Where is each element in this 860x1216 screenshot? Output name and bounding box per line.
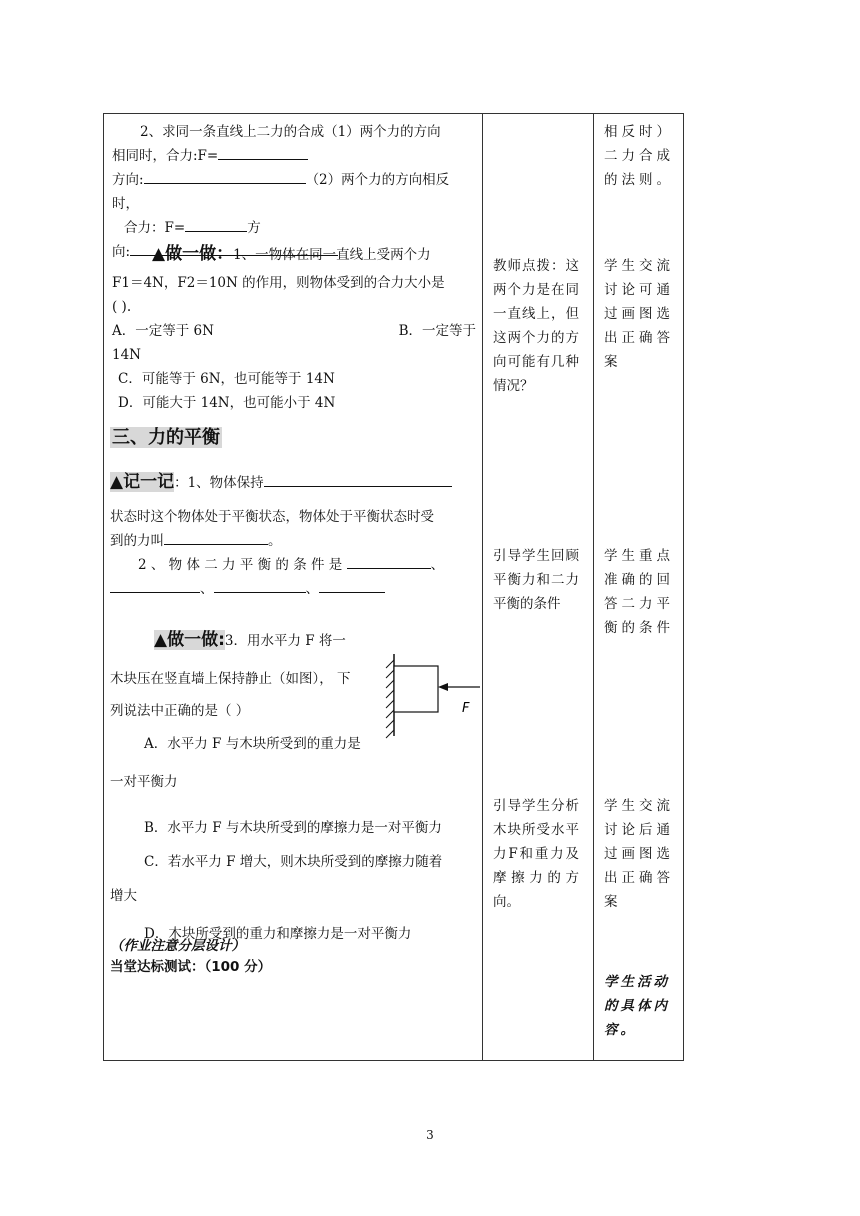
force-label: F xyxy=(462,701,470,716)
do1-line2: F1＝4N，F2＝10N 的作用，则物体受到的合力大小是 xyxy=(112,275,445,291)
sec2-line1: 2、求同一条直线上二力的合成（1）两个力的方向 xyxy=(140,124,441,140)
optA-line1: A．水平力 F 与木块所受到的重力是 xyxy=(144,736,361,752)
blank[interactable] xyxy=(185,216,247,232)
blank[interactable] xyxy=(319,577,385,593)
do3-line2: 木块压在竖直墙上保持静止（如图）， 下 xyxy=(110,671,351,687)
do1-line3: ( ). xyxy=(112,299,132,315)
rem-line3: 到的力叫 。 xyxy=(110,529,476,553)
col2-guide-analyze: 引导学生分析木块所受水平力F和重力及摩擦力的方向。 xyxy=(493,798,579,910)
test-title: 当堂达标测试：（100 分） xyxy=(110,959,272,975)
optD: D．木块所受到的重力和摩擦力是一对平衡力 xyxy=(144,926,412,942)
sec2-line4: 合力：F= 方 xyxy=(112,216,476,240)
column-divider-2 xyxy=(593,114,594,1060)
col3-key-answer: 学生重点准确的回答二力平衡的条件 xyxy=(604,548,674,636)
optA-line2: 一对平衡力 xyxy=(110,774,178,790)
force-figure xyxy=(382,650,482,740)
do1-optAB: A．一定等于 6N B．一定等于 xyxy=(112,323,476,339)
do3-header: ▲做一做:3．用水平力 F 将一 xyxy=(154,630,346,650)
do3-tag: ▲做一做: xyxy=(154,630,225,650)
blank[interactable] xyxy=(214,577,306,593)
sec2-line5: 向: xyxy=(112,240,476,264)
col3-activity: 学生活动的具体内容。 xyxy=(604,974,670,1038)
sec2-line2: 相同时，合力:F= xyxy=(112,144,476,168)
options-block xyxy=(110,732,480,946)
blank[interactable] xyxy=(144,168,306,184)
do1-block xyxy=(112,242,476,415)
do3-block xyxy=(110,628,382,723)
do1-optC: C．可能等于 6N，也可能等于 14N xyxy=(118,371,335,387)
blank[interactable] xyxy=(164,529,268,545)
optC-line1: C．若水平力 F 增大，则木块所受到的摩擦力随着 xyxy=(144,854,443,870)
column-divider-1 xyxy=(482,114,483,1060)
blank[interactable] xyxy=(347,553,431,569)
page-number: 3 xyxy=(426,1128,434,1142)
do1-tag: ▲做一做： xyxy=(152,244,234,264)
force-arrowhead xyxy=(438,683,448,691)
blank[interactable] xyxy=(264,471,452,487)
col3-discuss-2: 学生交流讨论后通过画图选出正确答案 xyxy=(604,798,674,910)
do3-line3: 列说法中正确的是（ ） xyxy=(110,703,250,719)
rem-line4: 2 、 物 体 二 力 平 衡 的 条 件 是 、 xyxy=(110,553,476,577)
do1-header: ▲做一做：1、一物体在同一直线上受两个力 xyxy=(152,244,431,264)
rem-line5: 、 、 xyxy=(110,577,476,601)
do1-optD: D．可能大于 14N，也可能小于 4N xyxy=(118,395,336,411)
wood-block xyxy=(394,666,438,712)
col2-teacher-hint: 教师点拨：这两个力是在同一直线上，但这两个力的方向可能有几种情况？ xyxy=(493,258,579,394)
lesson-table xyxy=(103,113,684,1061)
blank[interactable] xyxy=(218,144,308,160)
rem-line2: 状态时这个物体处于平衡状态，物体处于平衡状态时受 xyxy=(110,509,434,525)
blank[interactable] xyxy=(110,577,200,593)
section3-title: 三、力的平衡 xyxy=(112,427,220,448)
col3-rule: 相反时）二力合成的法则。 xyxy=(604,124,674,188)
rem-header: ▲记一记：1、物体保持 xyxy=(110,470,476,495)
remember-block xyxy=(110,470,476,601)
sec2-line3: 方向: （2）两个力的方向相反时， xyxy=(112,168,476,216)
wall-hatch xyxy=(386,660,394,738)
do1-optB2: 14N xyxy=(112,347,141,363)
homework-note: （作业注意分层设计） 当堂达标测试：（100 分） xyxy=(110,938,272,975)
optC-line2: 增大 xyxy=(110,888,137,904)
col2-guide-review: 引导学生回顾平衡力和二力平衡的条件 xyxy=(493,548,579,612)
rem-tag: ▲记一记 xyxy=(110,472,175,492)
col3-discuss-1: 学生交流讨论可通过画图选出正确答案 xyxy=(604,258,674,370)
optB: B．水平力 F 与木块所受到的摩擦力是一对平衡力 xyxy=(144,820,442,836)
